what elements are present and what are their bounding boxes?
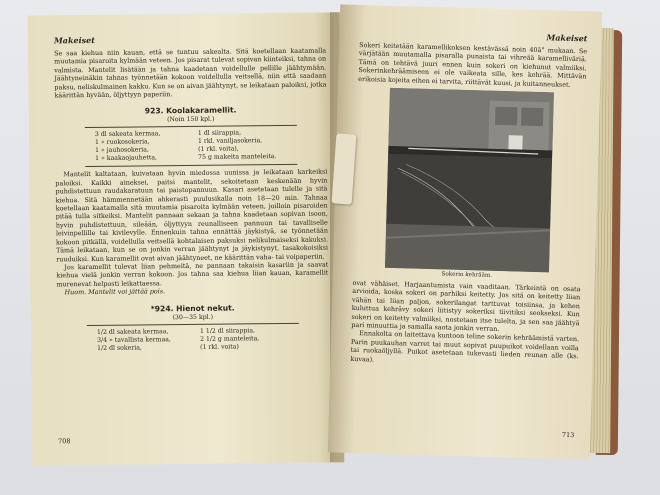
ingredient: 1 » ruokosokeria, (94, 138, 150, 147)
right-page (328, 4, 602, 459)
rule (85, 125, 297, 128)
recipe-923-ingredients (55, 129, 327, 164)
ingredient: 3/4 » tavallista kermaa, (97, 335, 171, 344)
ingredient: 1 » kaakaojauhetta, (95, 154, 158, 163)
left-page (28, 12, 345, 465)
right-bottom-paragraph-2: Ennakolta on laitettava kuntoon teline sokerin kehräämistä varten. Parin puukauhan varret tai muut sopivat puupuikot voidellaan voilla tai ruokaöljyllä. Puikot asetetaan tukevasti lieden reunan alle (ks. kuvaa). (350, 329, 580, 364)
ingredient: 2 1/2 g manteleita, (200, 334, 260, 343)
right-top-paragraph: Sokeri keitetään karamellikoksen kestävässä noin 40â° mukaan. Se värjätään muutamalla pisaralla punaista tai vihreää karamelliväriä. Tämä on tehtävä juuri ennen kuin sokeri on kiehunut valmiiksi. Sokerinkehräämiseen ei ole vaikeata sille, kes kehrää. Mittävän erikoisia kojeita eihen ei tarvita, riittävät kuusi, ja kuitanneukset. (358, 40, 588, 89)
rule (85, 164, 297, 167)
rule (87, 322, 299, 325)
ingredient: 1/2 dl sakeata kermaa, (96, 327, 169, 336)
right-running-head: Makeiset (546, 32, 588, 44)
ingredient: 1 rkl. vaniljasokeria, (197, 137, 263, 146)
recipe-923-yield: (Noin 150 kpl.) (167, 116, 215, 124)
right-bottom-paragraph: ovat vähäiset. Harjaantumista vain vaaditaan. Tärkeintä on osata arvioida, koska sokeri on parhiksi keitetty. Jos sitä on keitetty liian vähän tai liian paljon, sokerilangat tarttuvat toisiinsa, ja kehen kuluttua kehrävy sokeri liitistyy sokeriksi tiivitiksi seokseksi. Kun sokeri on keitetty valmiiksi, nostetaan itse tulelta, ja sen saa jäähtyä pari minuuttia ja samalla saota jonkin verran. (351, 278, 581, 334)
ingredient: 1 1/2 dl siirappia, (199, 326, 256, 335)
left-running-head: Makeiset (53, 34, 95, 46)
ingredient: 1 » jauhosokeria, (95, 146, 149, 155)
ingredient: 1 dl siirappia, (197, 129, 242, 138)
recipe-924-title: *924. Hienot nekut. (150, 303, 235, 313)
recipe-924-ingredients (57, 326, 329, 353)
photo-caption: Sokerin kehrääm. (441, 271, 493, 279)
recipe-923-variation: Huom. Mantelit voi jättää pois. (64, 287, 166, 297)
kitchen-scene-illustration (385, 88, 554, 273)
ingredient: 75 g makeita manteleita. (198, 153, 277, 162)
left-intro-paragraph: Se saa kiehua niin kauan, että se tuntuu sakealta. Sitä koetellaan kaatamalla muutamia pisaroita kylmään veteen. Jos pisarat tulevat sopivan kiinteiksi, tahna on valmista. Mantelit lisätään ja tahna kaadetaan voidellulle pellille jäähtymään. Jäähtyneinäkin tahnas työnnetään kokoon voidellulla veitsellä, niin että saadaan paksu, neliskulmainen kakku. Kun se on aivan jäähtynyt, se leikataan paloiksi, jotka käärittän hyvään, öljyttyyn paperiin. (54, 46, 327, 100)
recipe-924-yield: (30—35 kpl.) (172, 313, 214, 321)
left-page-number: 708 (58, 437, 71, 446)
ingredient: (1 rkl. voita), (198, 145, 239, 154)
recipe-923-note: Jos karamellit tulevat liian pehmeitä, ne pannaan takaisin kasariin ja saavat kiehua vielä jonkin verran kokoon. Jos tahna saa kiehua liian kauan, karamellit murenevat helposti leikattaessa. (56, 260, 329, 289)
ingredient: 3 dl sakeata kermaa, (94, 130, 161, 139)
sugar-spinning-photo (385, 88, 554, 273)
ingredient: (1 rkl. voita) (200, 342, 239, 351)
recipe-923-method: Mantelit kaltataan, kuivataan hyvin miedossa uunissa ja leikataan karkeiksi paloiksi. Kaikki aineksei, paitsi mantelit, sekoitetaan keskenään hyvin puhdistettuun raudakaratuun tai paistopannuun. Kasari asetetaan tulelle ja sitä kiehua. Sitä hämmennetään ahkerasti puulusikalla noin 18—20 min. Tahnaa koetellaan kaatamalla sitä muutamia pisaroita kylmään veteen, joilloin pisaroiden pitää tulla sitkeiksi. Mantelit pannaan sekaan ja tahna kaadetaan sopivan isoon, hyvin puhdistettuun, sileään, öljyttyyn reunalliseen pannuun tai tavalliselle leivinpellille tai kivilevylle. Ennenkuin tahna ennättää jäykistyä, se työnnetään kokoon pitkällä, voidellulla veitsellä kohtalaisen paksuksi nelikulmaiseksi kakuksi. Tämä leikataan, kun se on jonkin verran jäähtynyt ja jäykistynyt, tasakokoisiksi ruuduiksi. Kun karamellit ovat aivan jäähtyneet, ne käärittän vaha- tai voipaperiin. (55, 167, 329, 263)
ingredient: 1/2 dl sokeria, (97, 343, 142, 352)
right-page-number: 713 (561, 430, 575, 440)
recipe-923-title: 923. Koolakaramellit. (144, 105, 237, 116)
